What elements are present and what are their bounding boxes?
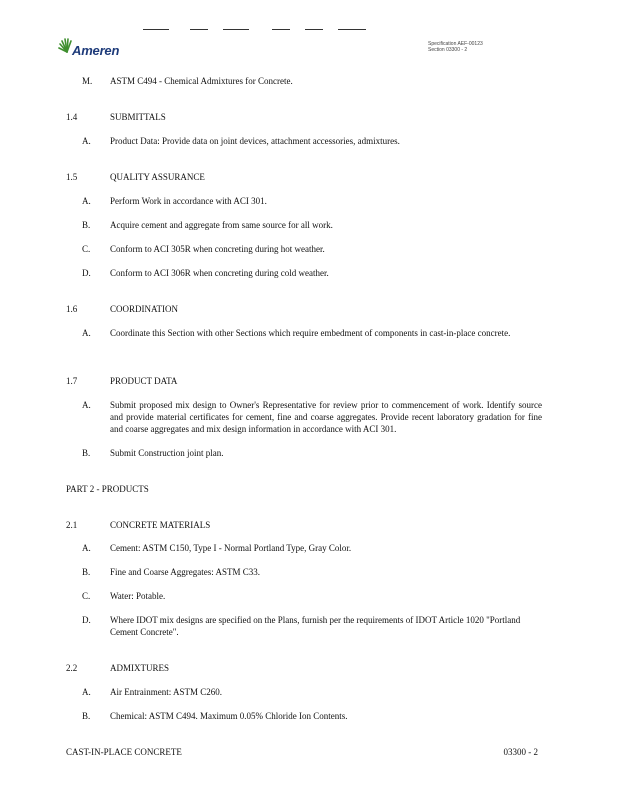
item-text: ASTM C494 - Chemical Admixtures for Concrete. <box>110 76 293 86</box>
part-heading: PART 2 - PRODUCTS <box>66 484 149 494</box>
footer-section-title: CAST-IN-PLACE CONCRETE <box>66 747 182 757</box>
section-title: ADMIXTURES <box>110 663 170 673</box>
logo-wordmark: Ameren <box>72 43 120 58</box>
item-text: Where IDOT mix designs are specified on the Plans, furnish per the requirements of IDOT Article 1020 "Portland Cement Concrete". <box>110 615 521 637</box>
item-letter: D. <box>82 268 91 278</box>
item-text: Perform Work in accordance with ACI 301. <box>110 196 267 206</box>
section-title: QUALITY ASSURANCE <box>110 172 205 182</box>
item-text: Water: Potable. <box>110 591 166 601</box>
item-text: Cement: ASTM C150, Type I - Normal Portland Type, Gray Color. <box>110 543 352 553</box>
item-letter: A. <box>82 400 91 410</box>
item-text: Submit proposed mix design to Owner's Representative for review prior to commencement of work. Identify source and provide material certificates for cement, fine and coarse aggregates. Provide recent laboratory gradation for fine and coarse aggregates and mix design information in accordance with ACI 301. <box>110 400 542 434</box>
item-letter: B. <box>82 220 91 230</box>
item-letter: C. <box>82 244 91 254</box>
item-text: Product Data: Provide data on joint devices, attachment accessories, admixtures. <box>110 136 400 146</box>
item-text: Fine and Coarse Aggregates: ASTM C33. <box>110 567 260 577</box>
header-rule-segment <box>272 29 290 30</box>
item-letter: B. <box>82 567 91 577</box>
section-number: 1.6 <box>66 304 78 314</box>
item-text: Acquire cement and aggregate from same source for all work. <box>110 220 333 230</box>
section-number: 2.1 <box>66 520 78 530</box>
item-text: Coordinate this Section with other Sections which require embedment of components in cast-in-place concrete. <box>110 328 511 338</box>
section-title: SUBMITTALS <box>110 112 166 122</box>
item-text: Conform to ACI 306R when concreting during cold weather. <box>110 268 329 278</box>
item-text: Conform to ACI 305R when concreting during hot weather. <box>110 244 325 254</box>
item-letter: C. <box>82 591 91 601</box>
header-rule-segment <box>190 29 208 30</box>
header-rule-segment <box>305 29 323 30</box>
spec-number: Specification AEF-00123 <box>428 41 483 47</box>
header-rule-segment <box>338 29 366 30</box>
header-rule-segment <box>223 29 249 30</box>
item-letter: A. <box>82 543 91 553</box>
section-title: CONCRETE MATERIALS <box>110 520 211 530</box>
item-text: Chemical: ASTM C494. Maximum 0.05% Chloride Ion Contents. <box>110 711 348 721</box>
section-number: 1.5 <box>66 172 78 182</box>
section-number: 1.4 <box>66 112 78 122</box>
item-letter: A. <box>82 687 91 697</box>
item-letter: A. <box>82 196 91 206</box>
item-text: Submit Construction joint plan. <box>110 448 224 458</box>
item-letter: A. <box>82 328 91 338</box>
section-title: COORDINATION <box>110 304 178 314</box>
item-letter: B. <box>82 711 91 721</box>
item-letter: D. <box>82 615 91 625</box>
item-letter: M. <box>82 76 93 86</box>
item-text: Air Entrainment: ASTM C260. <box>110 687 222 697</box>
header-rule-segment <box>143 29 169 30</box>
item-letter: B. <box>82 448 91 458</box>
section-page-ref: Section 03300 - 2 <box>428 47 468 53</box>
section-number: 1.7 <box>66 376 78 386</box>
footer-page-number: 03300 - 2 <box>503 747 538 757</box>
item-letter: A. <box>82 136 91 146</box>
section-title: PRODUCT DATA <box>110 376 178 386</box>
spec-reference <box>428 41 483 53</box>
section-number: 2.2 <box>66 663 78 673</box>
company-logo <box>58 38 128 62</box>
